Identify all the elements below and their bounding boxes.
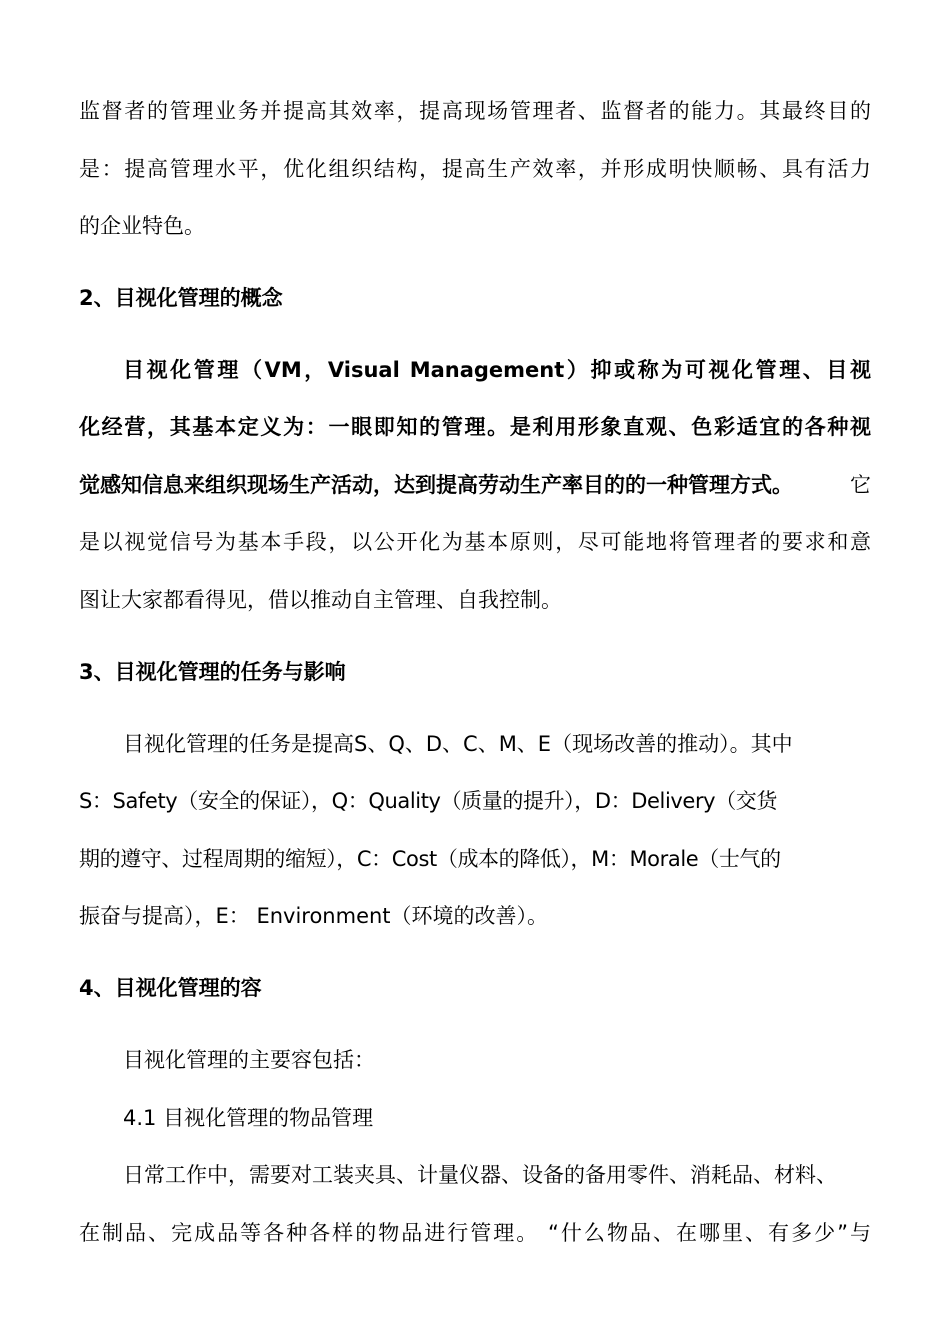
- paragraph-line: 在制品、完成品等各种各样的物品进行管理。 “什么物品、在哪里、有多少”与: [79, 1221, 871, 1245]
- section-heading: 4、目视化管理的容: [79, 976, 262, 1000]
- subsection-heading: 4.1 目视化管理的物品管理: [123, 1106, 374, 1130]
- paragraph-line: 目视化管理（VM，Visual Management）抑或称为可视化管理、目视: [123, 358, 871, 382]
- paragraph-line: 是以视觉信号为基本手段，以公开化为基本原则，尽可能地将管理者的要求和意: [79, 530, 871, 554]
- bold-definition-text: 觉感知信息来组织现场生产活动，达到提高劳动生产率目的的一种管理方式。: [79, 473, 793, 497]
- paragraph-line: 日常工作中，需要对工装夹具、计量仪器、设备的备用零件、消耗品、材料、: [123, 1163, 837, 1187]
- paragraph-line: 目视化管理的任务是提高S、Q、D、C、M、E（现场改善的推动）。其中: [123, 732, 793, 756]
- paragraph-line: S：Safety（安全的保证），Q：Quality（质量的提升），D：Delivery（交货: [79, 789, 778, 813]
- paragraph-line: 的企业特色。: [79, 214, 205, 238]
- section-heading: 2、目视化管理的概念: [79, 286, 283, 310]
- paragraph-line: 图让大家都看得见，借以推动自主管理、自我控制。: [79, 588, 562, 612]
- paragraph-line-mixed: [79, 471, 871, 499]
- normal-text: 它: [850, 473, 871, 497]
- paragraph-line: 监督者的管理业务并提高其效率，提高现场管理者、监督者的能力。其最终目的: [79, 99, 871, 123]
- paragraph-line: 期的遵守、过程周期的缩短），C：Cost（成本的降低），M：Morale（士气的: [79, 847, 781, 871]
- paragraph-line: 是：提高管理水平，优化组织结构，提高生产效率，并形成明快顺畅、具有活力: [79, 157, 871, 181]
- paragraph-line: 振奋与提高），E： Environment（环境的改善）。: [79, 904, 549, 928]
- paragraph-line: 化经营，其基本定义为：一眼即知的管理。是利用形象直观、色彩适宜的各种视: [79, 415, 871, 439]
- paragraph-line: 目视化管理的主要容包括：: [123, 1048, 375, 1072]
- section-heading: 3、目视化管理的任务与影响: [79, 660, 346, 684]
